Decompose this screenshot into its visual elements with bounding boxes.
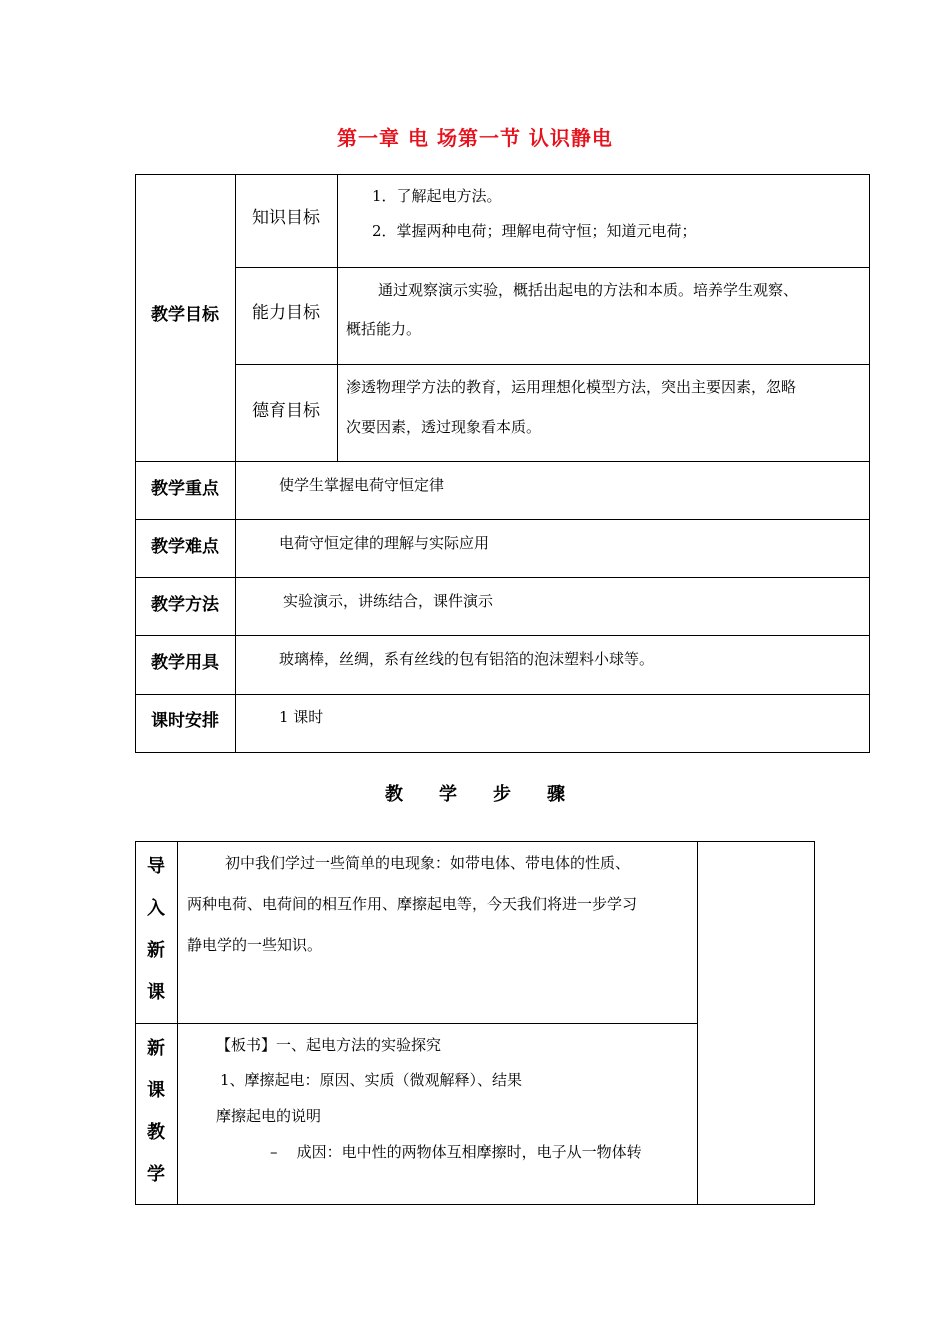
teaching-steps-heading: 教 学 步 骤 xyxy=(385,784,565,805)
moral-goal-line-2: 次要因素，透过现象看本质。 xyxy=(346,418,542,436)
knowledge-goal-line-2: 2．掌握两种电荷；理解电荷守恒；知道元电荷； xyxy=(372,222,697,240)
new-lesson-line-1: 【板书】一、起电方法的实验探究 xyxy=(216,1036,442,1054)
new-lesson-line-4: – 成因：电中性的两物体互相摩擦时，电子从一物体转 xyxy=(270,1143,642,1161)
focus-text: 使学生掌握电荷守恒定律 xyxy=(279,476,445,494)
tools-text: 玻璃棒，丝绸，系有丝线的包有铝箔的泡沫塑料小球等。 xyxy=(279,650,655,668)
moral-goal-label: 德育目标 xyxy=(252,401,320,421)
method-text: 实验演示，讲练结合，课件演示 xyxy=(283,592,494,610)
difficulty-text: 电荷守恒定律的理解与实际应用 xyxy=(279,534,490,552)
ability-goal-label: 能力目标 xyxy=(252,303,320,323)
focus-label: 教学重点 xyxy=(151,479,219,499)
knowledge-goal-label: 知识目标 xyxy=(252,208,320,228)
new-lesson-line-2: 1、摩擦起电：原因、实质（微观解释）、结果 xyxy=(220,1071,523,1089)
new-lesson-line-3: 摩擦起电的说明 xyxy=(216,1107,322,1125)
goals-label: 教学目标 xyxy=(151,305,219,325)
method-label: 教学方法 xyxy=(151,595,219,615)
difficulty-label: 教学难点 xyxy=(151,537,219,557)
intro-line-1: 初中我们学过一些简单的电现象：如带电体、带电体的性质、 xyxy=(225,854,631,872)
intro-line-3: 静电学的一些知识。 xyxy=(187,936,323,954)
moral-goal-line-1: 渗透物理学方法的教育，运用理想化模型方法，突出主要因素，忽略 xyxy=(346,378,797,396)
tools-label: 教学用具 xyxy=(151,653,219,673)
ability-goal-line-1: 通过观察演示实验，概括出起电的方法和本质。培养学生观察、 xyxy=(378,281,799,299)
ability-goal-line-2: 概括能力。 xyxy=(346,320,422,338)
knowledge-goal-line-1: 1．了解起电方法。 xyxy=(372,187,502,205)
intro-line-2: 两种电荷、电荷间的相互作用、摩擦起电等，今天我们将进一步学习 xyxy=(187,895,638,913)
schedule-label: 课时安排 xyxy=(151,711,219,731)
schedule-text: 1 课时 xyxy=(279,708,324,726)
page-title: 第一章 电 场第一节 认识静电 xyxy=(337,126,613,150)
